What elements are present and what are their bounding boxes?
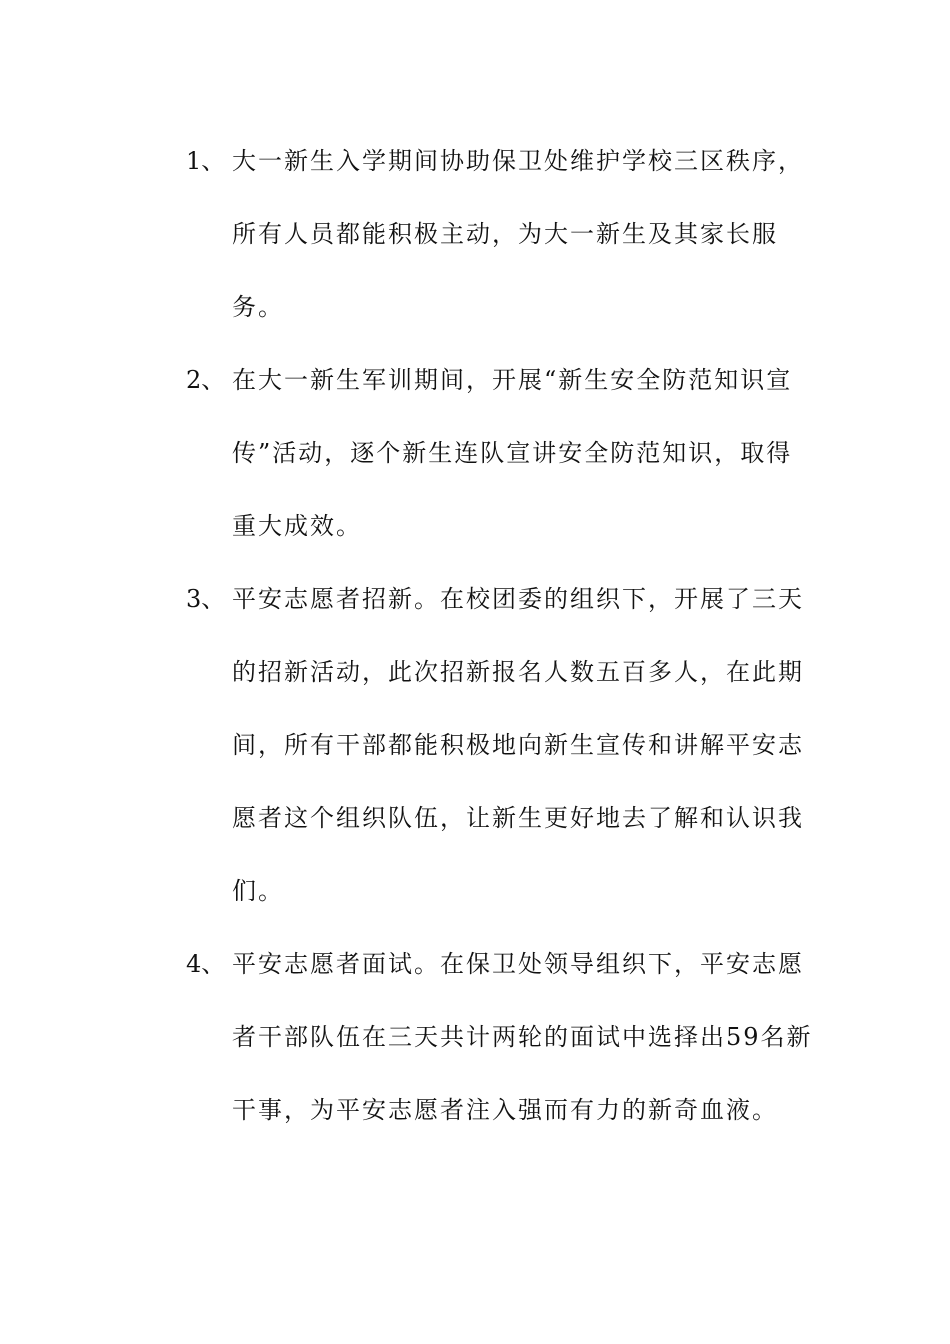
numbered-list bbox=[186, 125, 816, 1147]
list-number: 2、 bbox=[186, 366, 226, 394]
item-text-line: 的招新活动，此次招新报名人数五百多人，在此期 bbox=[232, 658, 804, 686]
list-item-1 bbox=[186, 125, 816, 344]
list-number: 3、 bbox=[186, 585, 226, 613]
item-text-line: 间，所有干部都能积极地向新生宣传和讲解平安志 bbox=[232, 731, 804, 759]
list-item-4 bbox=[186, 928, 816, 1147]
list-item-2 bbox=[186, 344, 816, 563]
item-text-line: 重大成效。 bbox=[232, 512, 362, 540]
item-text-line: 平安志愿者面试。在保卫处领导组织下，平安志愿 bbox=[232, 950, 804, 978]
item-text-line: 务。 bbox=[232, 293, 284, 321]
item-text-line: 在大一新生军训期间，开展“新生安全防范知识宣 bbox=[232, 366, 793, 394]
item-text-line: 愿者这个组织队伍，让新生更好地去了解和认识我 bbox=[232, 804, 804, 832]
item-text-line: 所有人员都能积极主动，为大一新生及其家长服 bbox=[232, 220, 778, 248]
item-text-line: 干事，为平安志愿者注入强而有力的新奇血液。 bbox=[232, 1096, 778, 1124]
list-number: 1、 bbox=[186, 147, 226, 175]
item-text-line: 们。 bbox=[232, 877, 284, 905]
item-text-line: 者干部队伍在三天共计两轮的面试中选择出59名新 bbox=[232, 1023, 813, 1051]
list-item-3 bbox=[186, 563, 816, 928]
item-text-line: 大一新生入学期间协助保卫处维护学校三区秩序， bbox=[232, 147, 804, 175]
list-number: 4、 bbox=[186, 950, 226, 978]
item-text-line: 平安志愿者招新。在校团委的组织下，开展了三天 bbox=[232, 585, 804, 613]
item-text-line: 传”活动，逐个新生连队宣讲安全防范知识，取得 bbox=[232, 439, 793, 467]
